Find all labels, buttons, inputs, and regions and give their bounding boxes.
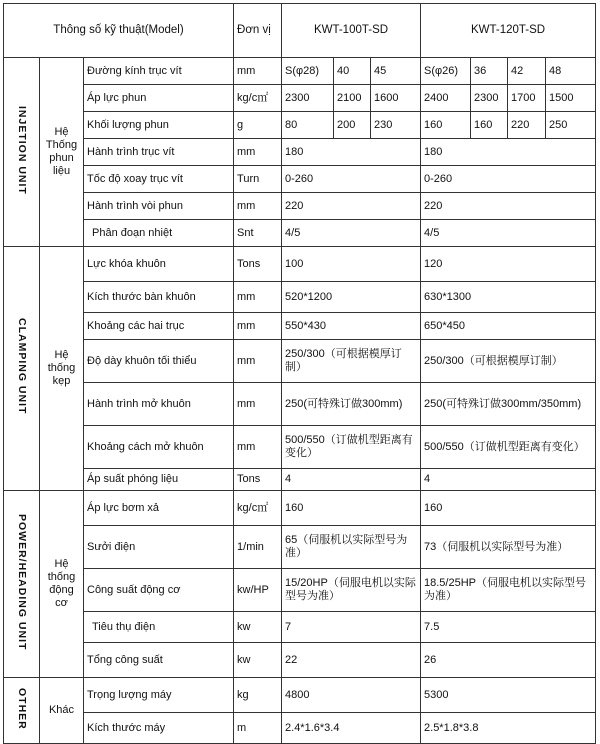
row-unit: kw — [234, 612, 282, 643]
row-label: Hành trình mở khuôn — [84, 383, 234, 426]
cell-m1: 250/300（可根据模厚订制） — [282, 340, 421, 383]
section-other: OTHER — [4, 678, 40, 744]
group-injection: Hệ Thống phun liệu — [40, 58, 84, 247]
row-injection-pressure — [4, 85, 596, 112]
group-other: Khác — [40, 678, 84, 744]
row-label: Trọng lượng máy — [84, 678, 234, 713]
cell-m1: 520*1200 — [282, 282, 421, 313]
cell-m2: 160 — [421, 112, 471, 139]
cell-m2: 18.5/25HP（伺服电机以实际型号为准） — [421, 569, 596, 612]
row-unit: mm — [234, 58, 282, 85]
cell-m1: 4 — [282, 469, 421, 491]
row-unit: kw/HP — [234, 569, 282, 612]
row-unit: mm — [234, 313, 282, 340]
cell-m2: 0-260 — [421, 166, 596, 193]
cell-m2: 120 — [421, 247, 596, 282]
cell-m1: 15/20HP（伺服电机以实际型号为准） — [282, 569, 421, 612]
header-row — [4, 4, 596, 58]
section-injection: INJETION UNIT — [4, 58, 40, 247]
cell-m2: 7.5 — [421, 612, 596, 643]
row-label: Công suất động cơ — [84, 569, 234, 612]
cell-m2: 220 — [508, 112, 546, 139]
row-label: Tốc độ xoay trục vít — [84, 166, 234, 193]
row-heat-zones — [4, 220, 596, 247]
row-label: Khoảng các hai trục — [84, 313, 234, 340]
row-unit: 1/min — [234, 526, 282, 569]
cell-m1: 7 — [282, 612, 421, 643]
row-unit: Turn — [234, 166, 282, 193]
row-shot-weight — [4, 112, 596, 139]
row-label: Đường kính trục vít — [84, 58, 234, 85]
cell-m1: 500/550（订做机型距离有变化） — [282, 426, 421, 469]
cell-m2: 160 — [421, 491, 596, 526]
row-motor-power — [4, 569, 596, 612]
cell-m2: 160 — [471, 112, 508, 139]
cell-m2: 1500 — [546, 85, 596, 112]
row-label: Khối lượng phun — [84, 112, 234, 139]
cell-m2: 26 — [421, 643, 596, 678]
row-label: Độ dày khuôn tối thiểu — [84, 340, 234, 383]
header-spec: Thông số kỹ thuật(Model) — [4, 4, 234, 58]
row-opening-stroke — [4, 383, 596, 426]
section-power: POWER/HEADING UNIT — [4, 491, 40, 678]
row-label: Tổng công suất — [84, 643, 234, 678]
row-label: Tiêu thụ điện — [84, 612, 234, 643]
row-total-power — [4, 643, 596, 678]
cell-m2: 2.5*1.8*3.8 — [421, 713, 596, 744]
row-eject-force — [4, 469, 596, 491]
cell-m1: 65（伺服机以实际型号为准） — [282, 526, 421, 569]
row-unit: kw — [234, 643, 282, 678]
row-label: Kích thước máy — [84, 713, 234, 744]
cell-m1: 4800 — [282, 678, 421, 713]
group-clamping: Hệ thống kẹp — [40, 247, 84, 491]
cell-m1: 1600 — [371, 85, 421, 112]
cell-m1: 45 — [371, 58, 421, 85]
cell-m1: 40 — [334, 58, 371, 85]
row-unit: kg/c㎡ — [234, 491, 282, 526]
cell-m2: 1700 — [508, 85, 546, 112]
row-unit: Tons — [234, 247, 282, 282]
cell-m1: 160 — [282, 491, 421, 526]
row-clamp-force — [4, 247, 596, 282]
cell-m2: 250(可特殊订做300mm/350mm) — [421, 383, 596, 426]
row-label: Phân đoạn nhiệt — [84, 220, 234, 247]
section-clamping: CLAMPING UNIT — [4, 247, 40, 491]
row-unit: Snt — [234, 220, 282, 247]
row-unit: mm — [234, 139, 282, 166]
row-heater — [4, 526, 596, 569]
header-model2: KWT-120T-SD — [421, 4, 596, 58]
row-unit: kg — [234, 678, 282, 713]
cell-m2: 42 — [508, 58, 546, 85]
cell-m1: 22 — [282, 643, 421, 678]
row-machine-weight — [4, 678, 596, 713]
row-label: Lực khóa khuôn — [84, 247, 234, 282]
cell-m2: 250/300（可根据模厚订制） — [421, 340, 596, 383]
cell-m1: 2100 — [334, 85, 371, 112]
row-label: Hành trình vòi phun — [84, 193, 234, 220]
cell-m1: 200 — [334, 112, 371, 139]
cell-m2: 630*1300 — [421, 282, 596, 313]
cell-m1: 180 — [282, 139, 421, 166]
cell-m1: 230 — [371, 112, 421, 139]
cell-m1: 220 — [282, 193, 421, 220]
cell-m2: 5300 — [421, 678, 596, 713]
row-mold-thickness — [4, 340, 596, 383]
cell-m2: 4/5 — [421, 220, 596, 247]
cell-m1: 4/5 — [282, 220, 421, 247]
row-unit: g — [234, 112, 282, 139]
row-screw-speed — [4, 166, 596, 193]
cell-m1: 250(可特殊订做300mm) — [282, 383, 421, 426]
row-label: Áp lực bơm xả — [84, 491, 234, 526]
row-opening-distance — [4, 426, 596, 469]
cell-m2: 500/550（订做机型距离有变化） — [421, 426, 596, 469]
row-label: Áp lực phun — [84, 85, 234, 112]
spec-table — [3, 3, 596, 744]
row-tie-bar — [4, 313, 596, 340]
group-power: Hệ thống động cơ — [40, 491, 84, 678]
cell-m2: S(φ26) — [421, 58, 471, 85]
row-unit: Tons — [234, 469, 282, 491]
cell-m2: 180 — [421, 139, 596, 166]
row-label: Kích thước bàn khuôn — [84, 282, 234, 313]
row-unit: mm — [234, 340, 282, 383]
cell-m1: 80 — [282, 112, 334, 139]
row-unit: m — [234, 713, 282, 744]
cell-m2: 4 — [421, 469, 596, 491]
row-screw-diameter — [4, 58, 596, 85]
row-power-usage — [4, 612, 596, 643]
cell-m2: 73（伺服机以实际型号为准） — [421, 526, 596, 569]
row-nozzle-stroke — [4, 193, 596, 220]
cell-m1: 2.4*1.6*3.4 — [282, 713, 421, 744]
cell-m2: 48 — [546, 58, 596, 85]
row-label: Sưởi điện — [84, 526, 234, 569]
row-screw-stroke — [4, 139, 596, 166]
cell-m1: 0-260 — [282, 166, 421, 193]
row-pump-pressure — [4, 491, 596, 526]
row-machine-dimensions — [4, 713, 596, 744]
row-label: Áp suất phóng liệu — [84, 469, 234, 491]
cell-m2: 250 — [546, 112, 596, 139]
row-unit: mm — [234, 193, 282, 220]
cell-m2: 220 — [421, 193, 596, 220]
row-unit: mm — [234, 282, 282, 313]
row-platen-size — [4, 282, 596, 313]
cell-m2: 650*450 — [421, 313, 596, 340]
row-unit: mm — [234, 383, 282, 426]
cell-m2: 2400 — [421, 85, 471, 112]
cell-m1: 550*430 — [282, 313, 421, 340]
cell-m1: 100 — [282, 247, 421, 282]
row-unit: mm — [234, 426, 282, 469]
header-model1: KWT-100T-SD — [282, 4, 421, 58]
cell-m1: 2300 — [282, 85, 334, 112]
header-unit: Đơn vị — [234, 4, 282, 58]
row-label: Hành trình trục vít — [84, 139, 234, 166]
cell-m1: S(φ28) — [282, 58, 334, 85]
row-label: Khoảng cách mở khuôn — [84, 426, 234, 469]
row-unit: kg/c㎡ — [234, 85, 282, 112]
cell-m2: 2300 — [471, 85, 508, 112]
cell-m2: 36 — [471, 58, 508, 85]
